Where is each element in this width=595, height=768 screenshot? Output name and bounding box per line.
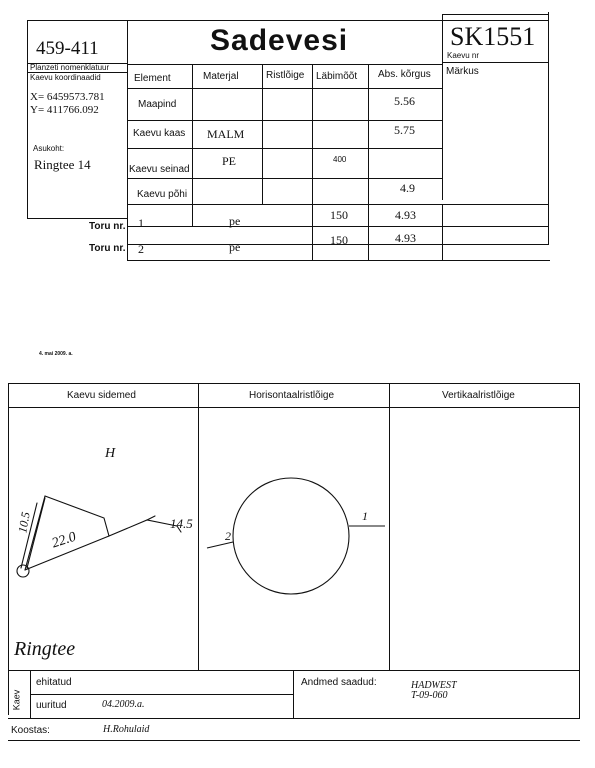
header-material: Materjal xyxy=(203,71,239,82)
row-element: Kaevu seinad xyxy=(129,164,190,175)
col-title-vertical: Vertikaalristlõige xyxy=(442,390,515,401)
side-label: Kaev xyxy=(11,689,22,711)
sketch-dim-mid: 22.0 xyxy=(50,529,79,552)
coord-x: X= 6459573.781 xyxy=(30,91,105,103)
pipe-number: 1 xyxy=(138,216,144,230)
data-from-value-1: HADWEST xyxy=(411,680,457,691)
pipe-diameter: 150 xyxy=(330,208,348,222)
row-element: Kaevu kaas xyxy=(133,128,186,139)
links-sketch xyxy=(9,408,198,670)
sketch-dim-right: 14.5 xyxy=(170,516,193,531)
compiled-value: H.Rohulaid xyxy=(103,724,150,735)
card-title: Sadevesi xyxy=(210,24,349,57)
row-elevation: 5.56 xyxy=(394,94,415,108)
pipe-label: Toru nr. xyxy=(89,243,126,254)
pipe-material: pe xyxy=(229,240,241,254)
remarks-header: Märkus xyxy=(446,66,479,77)
pipe-right-label: 1 xyxy=(362,509,368,523)
well-id: SK1551 xyxy=(450,22,536,51)
header-diameter: Läbimõõt xyxy=(316,71,358,82)
pipe-left-label: 2 xyxy=(225,529,231,543)
row-material: MALM xyxy=(207,127,245,141)
row-element: Maapind xyxy=(138,99,177,110)
data-from-label: Andmed saadud: xyxy=(301,677,377,688)
sketch-north: H xyxy=(105,446,116,461)
row-elevation: 4.9 xyxy=(400,181,415,195)
coord-y: Y= 411766.092 xyxy=(30,104,99,116)
date-stamp: 4. mai 2009. a. xyxy=(39,351,73,357)
col-title-horizontal: Horisontaalristlõige xyxy=(249,390,335,401)
header-element: Element xyxy=(134,73,171,84)
pipe-elevation: 4.93 xyxy=(395,231,416,245)
built-label: ehitatud xyxy=(36,677,72,688)
surveyed-label: uuritud xyxy=(36,700,67,711)
pipe-number: 2 xyxy=(138,242,144,256)
data-from-value-2: T-09-060 xyxy=(411,690,448,701)
header-elevation: Abs. kõrgus xyxy=(378,69,431,80)
location-caption: Asukoht: xyxy=(33,144,65,153)
sketch-dim-left: 10.5 xyxy=(15,510,33,534)
pipe-diameter: 150 xyxy=(330,233,348,247)
location: Ringtee 14 xyxy=(34,157,91,172)
row-element: Kaevu põhi xyxy=(137,189,188,200)
header-cross: Ristlõige xyxy=(266,70,305,81)
sheet-number-caption: Planzeti nomenklatuur xyxy=(30,63,110,72)
sheet-number: 459-411 xyxy=(36,38,99,59)
surveyed-value: 04.2009.a. xyxy=(102,699,145,710)
col-title-links: Kaevu sidemed xyxy=(67,390,136,401)
pipe-label: Toru nr. xyxy=(89,221,126,232)
coords-caption: Kaevu koordinaadid xyxy=(30,73,101,82)
well-id-caption: Kaevu nr xyxy=(447,51,480,60)
row-material: PE xyxy=(222,154,237,168)
row-diameter: 400 xyxy=(333,155,347,164)
compiled-label: Koostas: xyxy=(11,725,50,736)
pipe-material: pe xyxy=(229,214,241,228)
sketch-street: Ringtee xyxy=(14,638,76,660)
pipe-elevation: 4.93 xyxy=(395,208,416,222)
row-elevation: 5.75 xyxy=(394,123,415,137)
